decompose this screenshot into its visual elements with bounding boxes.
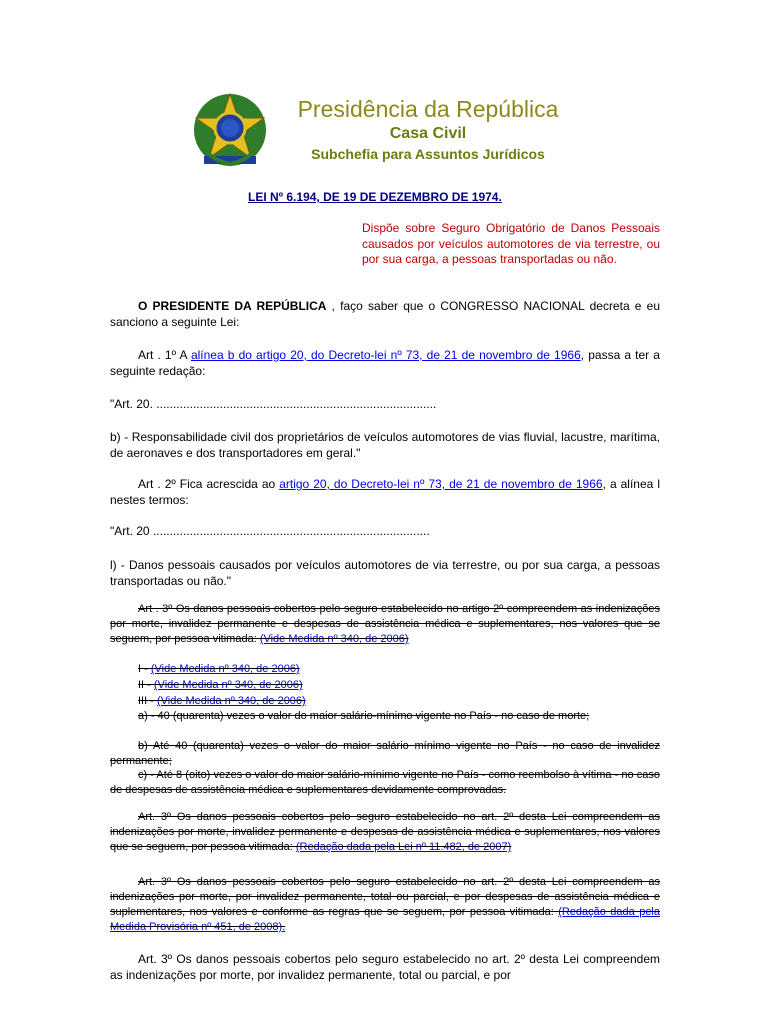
item-b: b) - Responsabilidade civil dos proprietários de veículos automotores de vias fluvial, lacustre, marítima, de aeronaves e dos transportadores em geral." [110,430,660,460]
art-1 [110,347,660,379]
vide-medida-link[interactable]: (Vide Medida nº 340, de 2006) [150,663,300,675]
art-3-revoked-original [110,602,660,647]
roman-item-num: I - [138,663,151,675]
art-2 [110,476,660,508]
page-header [190,88,590,178]
header-office: Subchefia para Assuntos Jurídicos [311,146,545,162]
redacao-lei-link[interactable]: (Redação dada pela Lei nº 11.482, de 2007) [295,841,512,853]
vide-medida-link[interactable]: (Vide Medida nº 340, de 2006) [156,695,306,707]
art-20-heading-a: "Art. 20. .................................................................................... [110,397,437,411]
roman-item [110,694,660,709]
art-3-original-text: Art . 3º Os danos pessoais cobertos pelo seguro estabelecido no artigo 2º compreendem as indenizações por morte, invalidez permanente e despesas de assistência médica e suplementares, nos valores que se seguem, por pessoa vitimada: [110,603,660,645]
art-3-2007-text: Os danos pessoais cobertos pelo seguro estabelecido no art. 2º desta Lei compreendem as indenizações por morte, invalidez permanente e despesas de assistência médica e suplementares, nos valores que se seguem, por pessoa vitimada: [110,811,660,853]
roman-item-num: II - [138,679,154,691]
art-3-2007-prefix: Art. 3º [138,811,172,823]
art-2-prefix: Art . 2º Fica acrescida ao [138,477,280,491]
redacao-mp-link[interactable]: (Redação dada pela Medida Provisória nº 451, de 2008). [110,906,660,933]
roman-item [110,678,660,693]
item-l: l) - Danos pessoais causados por veículos automotores de via terrestre, ou por sua carga, a pessoas transportadas ou não." [110,558,660,588]
vide-medida-link[interactable]: (Vide Medida nº 340, de 2006) [153,679,303,691]
art-20-heading-b: "Art. 20 ................................................................................... [110,524,430,538]
art-3-2008-prefix: Art. 3º [138,876,172,888]
art-1-prefix: Art . 1º A [138,348,191,362]
brazil-coat-of-arms-icon [190,90,270,170]
preamble-president: O PRESIDENTE DA REPÚBLICA [138,299,327,313]
sub-item-c [110,768,660,798]
roman-item-num: III - [138,695,157,707]
sub-item-a [110,709,660,724]
preamble [110,298,660,330]
art-1-link[interactable]: alínea b do artigo 20, do Decreto-lei nº 73, de 21 de novembro de 1966 [190,348,581,362]
art-3-revoked-2007 [110,810,660,855]
art-2-suffix: , a alínea l nestes termos: [110,477,661,507]
preamble-text: , faço saber que o CONGRESSO NACIONAL decreta e eu sanciono a seguinte Lei: [110,299,661,329]
sub-item-c-text: c) - Até 8 (oito) vezes o valor do maior salário-mínimo vigente no País - como reembolso à vítima - no caso de despesas de assistência médica e suplementares devidamente comprovadas. [110,769,660,796]
ementa: Dispõe sobre Seguro Obrigatório de Danos Pessoais causados por veículos automotores de via terrestre, ou por sua carga, a pessoas transportadas ou não. [362,221,660,266]
roman-item [110,662,660,677]
sub-item-a-text: a) - 40 (quarenta) vezes o valor do maior salário-mínimo vigente no País - no caso de morte; [138,710,590,722]
art-3-current [110,951,660,983]
art-1-suffix: , passa a ter a seguinte redação: [110,348,660,378]
art-2-link[interactable]: artigo 20, do Decreto-lei nº 73, de 21 de novembro de 1966 [279,477,603,491]
art-3-2008-text: Os danos pessoais cobertos pelo seguro estabelecido no art. 2º desta Lei compreendem as indenizações por morte, por invalidez permanente, total ou parcial, e por despesas de assistência médica e suplementares, nos valores e conforme as regras que se seguem, por pessoa vitimada: [110,876,660,918]
art-3-current-text: Art. 3º Os danos pessoais cobertos pelo seguro estabelecido no art. 2º desta Lei compreendem as indenizações por morte, por invalidez permanente, total ou parcial, e por [110,952,660,982]
header-title: Presidência da República [297,96,559,122]
art-3-revoked-2008 [110,875,660,935]
header-subtitle: Casa Civil [389,125,467,142]
law-title[interactable]: LEI Nº 6.194, DE 19 DE DEZEMBRO DE 1974. [248,190,502,204]
sub-item-b [110,739,660,769]
sub-item-b-text: b) Até 40 (quarenta) vezes o valor do maior salário mínimo vigente no País - no caso de invalidez permanente; [110,740,660,767]
vide-medida-link[interactable]: (Vide Medida nº 340, de 2006) [259,633,409,645]
